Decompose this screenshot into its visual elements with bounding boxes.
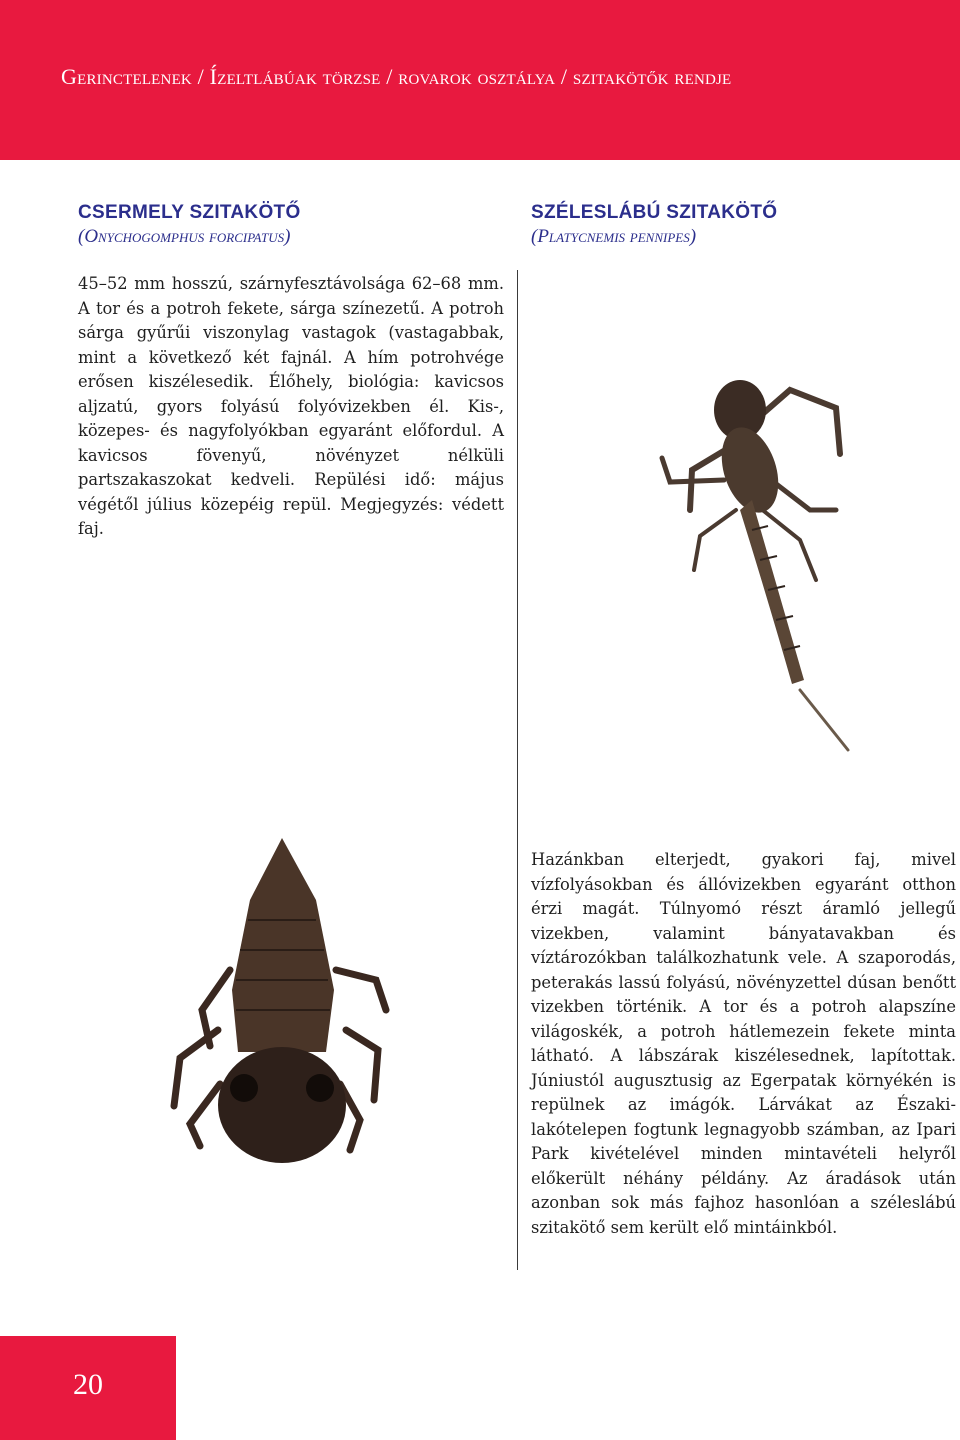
platycnemis-larva-photo: [640, 350, 880, 760]
left-species-title: CSERMELY SZITAKÖTŐ: [78, 202, 301, 223]
left-species-description: 45–52 mm hosszú, szárnyfesztávolsága 62–68 mm. A tor és a potroh fekete, sárga színezetű. A potroh sárga gyűrűi viszonylag vastagok (vastagabbak, mint a következő két fajnál. A hím potrohvége erősen kiszélesedik. Élőhely, biológia: kavicsos aljzatú, gyors folyású folyóvizekben él. Kis-, közepes- és nagyfolyókban egyaránt előfordul. A kavicsos fövenyű, növényzet nélküli partszakaszokat kedveli. Repülési idő: május végétől július közepéig repül. Megjegyzés: védett faj.: [78, 274, 504, 538]
onychogomphus-larva-photo: [140, 820, 460, 1200]
left-species-latin-name: (Onychogomphus forcipatus): [78, 226, 291, 247]
page-number: 20: [73, 1368, 103, 1401]
right-species-latin-name: (Platycnemis pennipes): [531, 226, 697, 247]
column-divider: [517, 270, 518, 1270]
right-species-description: Hazánkban elterjedt, gyakori faj, mivel vízfolyásokban és állóvizekben egyaránt otthon érzi magát. Túlnyomó részt áramló jellegű vizekben, valamint bányatavakban és víztározókban találkozhatunk vele. A szaporodás, peterakás lassú folyású, növényzettel dúsan benőtt vizekben történik. A tor és a potroh alapszíne világoskék, a potroh hátlemezein fekete minta látható. A lábszárak kiszélesednek, lapítottak. Júniustól augusztusig az Egerpatak környékén is repülnek az imágók. Lárvákat az Északi-lakótelepen fogtunk legnagyobb számban, az Ipari Park kivételével minden mintavételi helyről előkerült néhány példány. Az áradások után azonban sok más fajhoz hasonlóan a széleslábú szitakötő sem került elő mintáinkból.: [531, 850, 956, 1237]
page-number-box: [0, 1336, 176, 1440]
right-species-title: SZÉLESLÁBÚ SZITAKÖTŐ: [531, 202, 778, 223]
page-header-band: [0, 0, 960, 160]
breadcrumb: Gerinctelenek / Ízeltlábúak törzse / rovarok osztálya / szitakötők rendje: [61, 64, 732, 89]
